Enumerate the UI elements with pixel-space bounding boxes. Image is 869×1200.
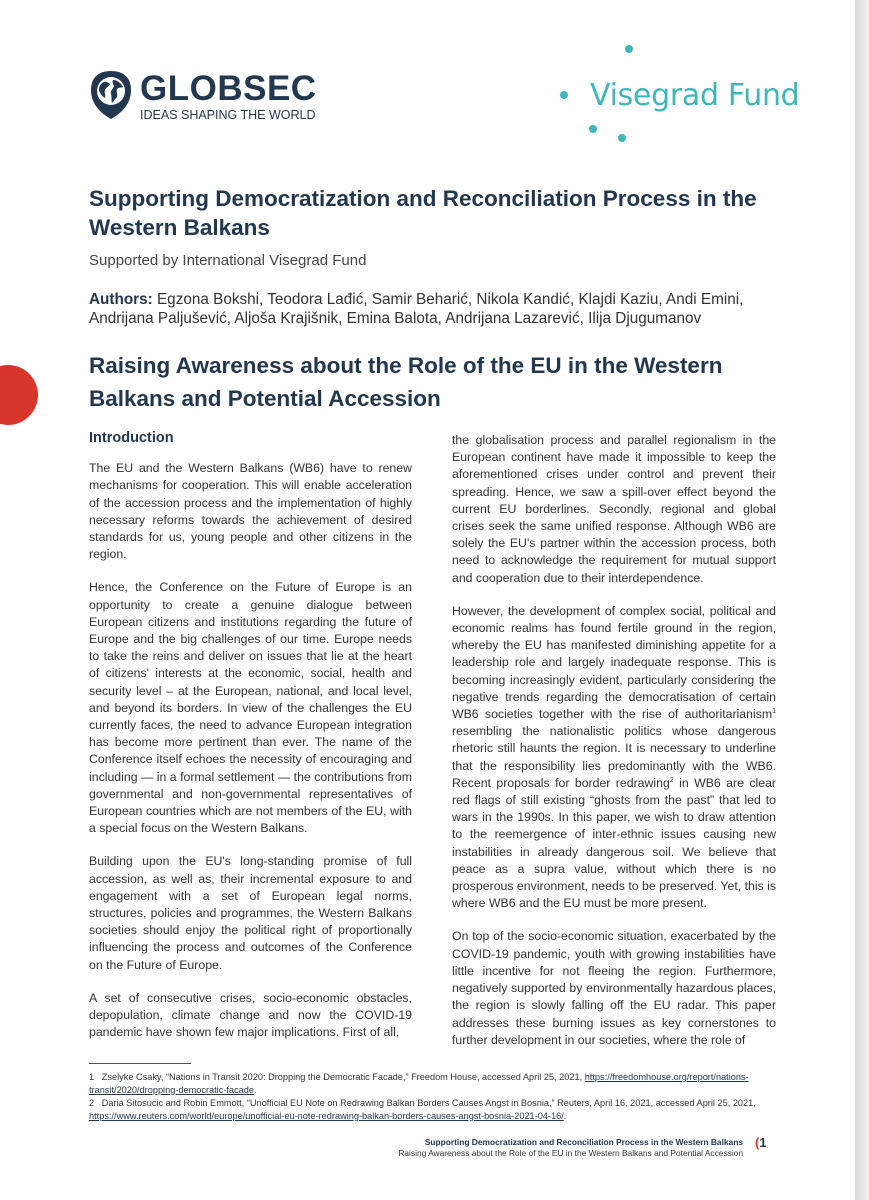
paragraph: Hence, the Conference on the Future of Europe is an opportunity to create a genuine dialogue between European citizens and institutions regarding the future of Europe and the big challenges of our time. Europe needs to take the reins and deliver on issues that lie at the heart of citizens' interests at the economic, social, health and security level – at the European, national, and local level, and beyond its borders. In view of the challenges the EU currently faces, the need to advance European integration has become more pertinent than ever. The name of the Conference itself echoes the necessity of encouraging and including — in a formal settlement — the contributions from governmental and non-governmental representatives of European countries which are not members of the EU, with a special focus on the Western Balkans. bbox=[89, 580, 412, 836]
paragraph-text: However, the development of complex social, political and economic realms has found fertile ground in the region, whereby the EU has manifested diminishing appetite for a leadership role and largely inadequate response. This is becoming increasingly evident, particularly considering the negative trends regarding the democratisation of certain WB6 societies together with the rise of authoritarianism bbox=[452, 603, 776, 722]
paragraph: A set of consecutive crises, socio-economic obstacles, depopulation, climate change and now the COVID-19 pandemic have shown few major implications. First of all, bbox=[89, 990, 412, 1040]
globe-shield-icon bbox=[88, 70, 134, 120]
logo-dot bbox=[560, 91, 568, 99]
authors-label: Authors: bbox=[89, 291, 153, 308]
section-title: Raising Awareness about the Role of the EU in the Western Balkans and Potential Accession bbox=[89, 353, 723, 411]
document-subtitle: Supported by International Visegrad Fund bbox=[89, 252, 367, 269]
footnote-number: 1 bbox=[89, 1072, 95, 1082]
paragraph: the globalisation process and parallel regionalism in the European continent have made it impossible to keep the aforementioned crises under control and prevent their spreading. Hence, we saw a spill-over effect beyond the current EU borderlines. Secondly, regional and global crises seek the same unified response. Although WB6 are solely the EU's partner within the accession process, both need to acknowledge the requirement for mutual support and cooperation due to their interdependence. bbox=[452, 433, 776, 585]
left-column bbox=[89, 430, 412, 1058]
footnote-ref[interactable]: 1 bbox=[772, 707, 776, 715]
introduction-heading: Introduction bbox=[89, 430, 174, 446]
footnote-number: 2 bbox=[89, 1098, 95, 1108]
page-edge-shadow bbox=[855, 0, 869, 1200]
footnote-text: Zselyke Csaky, “Nations in Transit 2020: Dropping the Democratic Facade,” Freedom House, accessed April 25, 2021, bbox=[101, 1072, 585, 1082]
logo-dot bbox=[589, 125, 597, 133]
footnote bbox=[89, 1071, 777, 1096]
right-column bbox=[452, 432, 776, 1065]
paragraph: On top of the socio-economic situation, exacerbated by the COVID-19 pandemic, youth with growing instabilities have little incentive for not fleeing the region. Furthermore, negatively supported by environmentally hazardous places, the region is slowly falling off the EU radar. This paper addresses these burning issues as key cornerstones to further development in our societies, where the role of bbox=[452, 929, 776, 1047]
footnote-ref[interactable]: 2 bbox=[669, 776, 674, 784]
paragraph: Building upon the EU's long-standing promise of full accession, as well as, their incremental exposure to and engagement with a set of European legal norms, structures, policies and programmes, the Western Balkans societies should enjoy the political right of proportionally influencing the process and outcomes of the Conference on the Future of Europe. bbox=[89, 854, 412, 972]
footnote-link[interactable]: https://www.reuters.com/world/europe/unofficial-eu-note-redrawing-balkan-borders-causes-angst-bosnia-2021-04-16/ bbox=[89, 1110, 564, 1121]
paragraph bbox=[452, 603, 776, 913]
authors-line bbox=[89, 290, 779, 328]
footer-subtitle: Raising Awareness about the Role of the EU in the Western Balkans and Potential Accession bbox=[398, 1148, 743, 1158]
footnote-tail: . bbox=[253, 1084, 257, 1095]
page-number-paren: ( bbox=[755, 1135, 760, 1150]
brand-name: GLOBSEC bbox=[140, 69, 317, 108]
footnote-text: Daria Sitosucic and Robin Emmott, “Unofficial EU Note on Redrawing Balkan Borders Causes Angst in Bosnia,” Reuters, April 16, 2021, accessed April 25, 2021, bbox=[101, 1098, 756, 1108]
brand-tagline: IDEAS SHAPING THE WORLD bbox=[140, 108, 316, 122]
paragraph: The EU and the Western Balkans (WB6) have to renew mechanisms for cooperation. This will enable acceleration of the accession process and the implementation of highly necessary reforms towards the achievement of desired standards for us, young people and other citizens in the region. bbox=[89, 461, 412, 562]
footer-title: Supporting Democratization and Reconciliation Process in the Western Balkans bbox=[424, 1137, 743, 1147]
page-footer bbox=[398, 1137, 743, 1159]
page-number bbox=[755, 1135, 767, 1150]
logo-dot bbox=[618, 134, 626, 142]
footnote-tail: . bbox=[563, 1110, 567, 1121]
paragraph-text: resembling the nationalistic politics whose dangerous rhetoric still haunts the region. It is necessary to underline that the responsibility lies predominantly with the WB6. Recent proposals for border redrawing bbox=[452, 724, 776, 790]
section-tab-marker bbox=[0, 365, 38, 425]
footnote bbox=[89, 1097, 777, 1122]
authors-list: Egzona Bokshi, Teodora Lađić, Samir Beharić, Nikola Kandić, Klajdi Kaziu, Andi Emini, Andrijana Paljušević, Aljoša Krajišnik, Emina Balota, Andrijana Lazarević, Ilija Djugumanov bbox=[89, 291, 744, 327]
document-title: Supporting Democratization and Reconciliation Process in the Western Balkans bbox=[89, 186, 757, 240]
footnote-divider bbox=[89, 1063, 191, 1064]
logo-dot bbox=[625, 45, 633, 53]
page-number-value: 1 bbox=[759, 1135, 767, 1150]
partner-name: Visegrad Fund bbox=[590, 78, 800, 113]
paragraph-text: in WB6 are clear red flags of still existing “ghosts from the past” that led to wars in the 1990s. In this paper, we wish to draw attention to the reemergence of inter-ethnic issues causing new instabilities in already dangerous soil. We believe that peace as a supra value, without which there is no prosperous environment, needs to be preserved. Yet, this is where WB6 and the EU must be more present. bbox=[452, 775, 777, 911]
footnote-link[interactable]: https://freedomhouse.org/report/nations-transit/2020/dropping-democratic-facade bbox=[89, 1072, 749, 1095]
footnotes bbox=[89, 1071, 777, 1123]
